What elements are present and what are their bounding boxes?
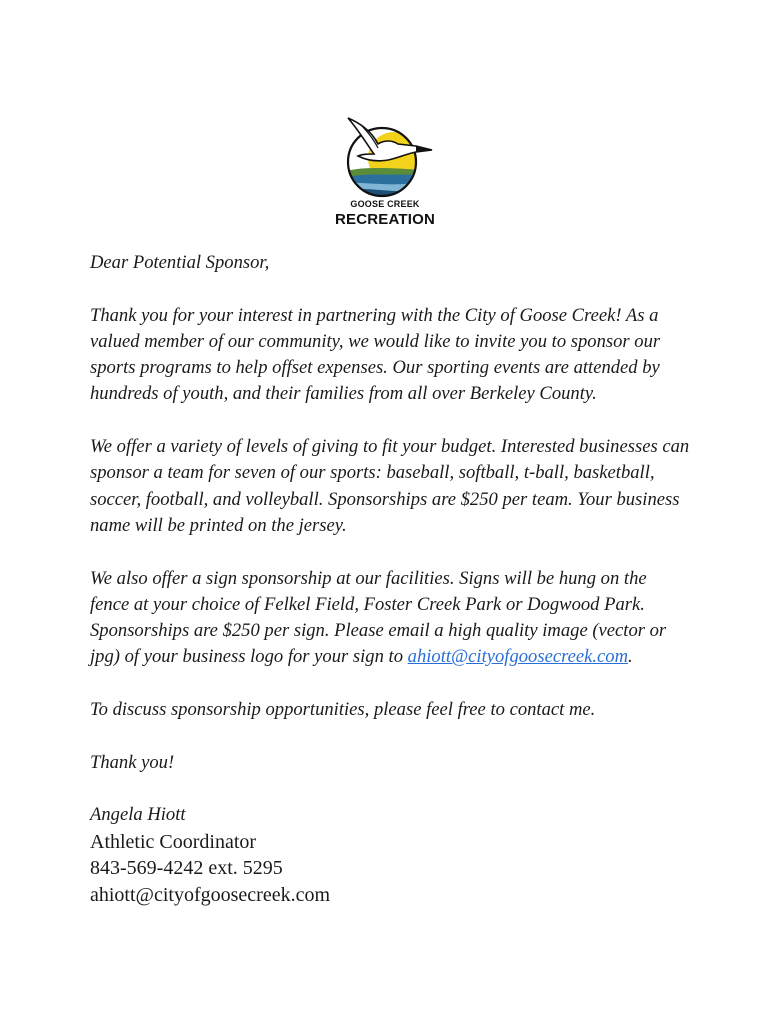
email-link[interactable]: ahiott@cityofgoosecreek.com xyxy=(407,646,629,668)
salutation: Dear Potential Sponsor, xyxy=(90,252,270,273)
paragraph-line: fence at your choice of Felkel Field, Foster Creek Park or Dogwood Park. xyxy=(90,593,645,615)
signature-name: Angela Hiott xyxy=(90,804,186,826)
closing: Thank you! xyxy=(90,751,175,773)
signature-phone: 843-569-4242 ext. 5295 xyxy=(90,857,283,880)
paragraph-text: jpg) of your business logo for your sign to xyxy=(90,646,408,668)
letter-body xyxy=(90,250,690,908)
logo-text-recreation: RECREATION xyxy=(334,211,436,228)
paragraph-line: valued member of our community, we would like to invite you to sponsor our xyxy=(90,330,661,352)
paragraph-text: . xyxy=(628,646,633,668)
goose-emblem-icon xyxy=(332,110,438,202)
paragraph-line: hundreds of youth, and their families from all over Berkeley County. xyxy=(90,383,597,405)
goose-creek-recreation-logo xyxy=(320,110,450,235)
paragraph-line: Sponsorships are $250 per sign. Please email a high quality image (vector or xyxy=(90,620,667,642)
paragraph-line-with-link xyxy=(90,644,690,670)
paragraph-line: We also offer a sign sponsorship at our facilities. Signs will be hung on the xyxy=(90,567,647,589)
logo-text-goose-creek: GOOSE CREEK xyxy=(350,199,420,209)
signature-title: Athletic Coordinator xyxy=(90,830,257,853)
paragraph-4: To discuss sponsorship opportunities, please feel free to contact me. xyxy=(90,699,596,721)
paragraph-line: sponsor a team for seven of our sports: baseball, softball, t-ball, basketball, xyxy=(90,462,655,484)
paragraph-line: name will be printed on the jersey. xyxy=(90,514,347,536)
paragraph-line: Thank you for your interest in partnering with the City of Goose Creek! As a xyxy=(90,304,659,326)
paragraph-line: sports programs to help offset expenses. Our sporting events are attended by xyxy=(90,357,660,379)
paragraph-3 xyxy=(90,566,690,671)
paragraph-2 xyxy=(90,434,690,539)
paragraph-1 xyxy=(90,303,690,408)
paragraph-line: We offer a variety of levels of giving to fit your budget. Interested businesses can xyxy=(90,436,690,458)
paragraph-line: soccer, football, and volleyball. Sponsorships are $250 per team. Your business xyxy=(90,488,680,510)
signature-email: ahiott@cityofgoosecreek.com xyxy=(90,883,330,906)
